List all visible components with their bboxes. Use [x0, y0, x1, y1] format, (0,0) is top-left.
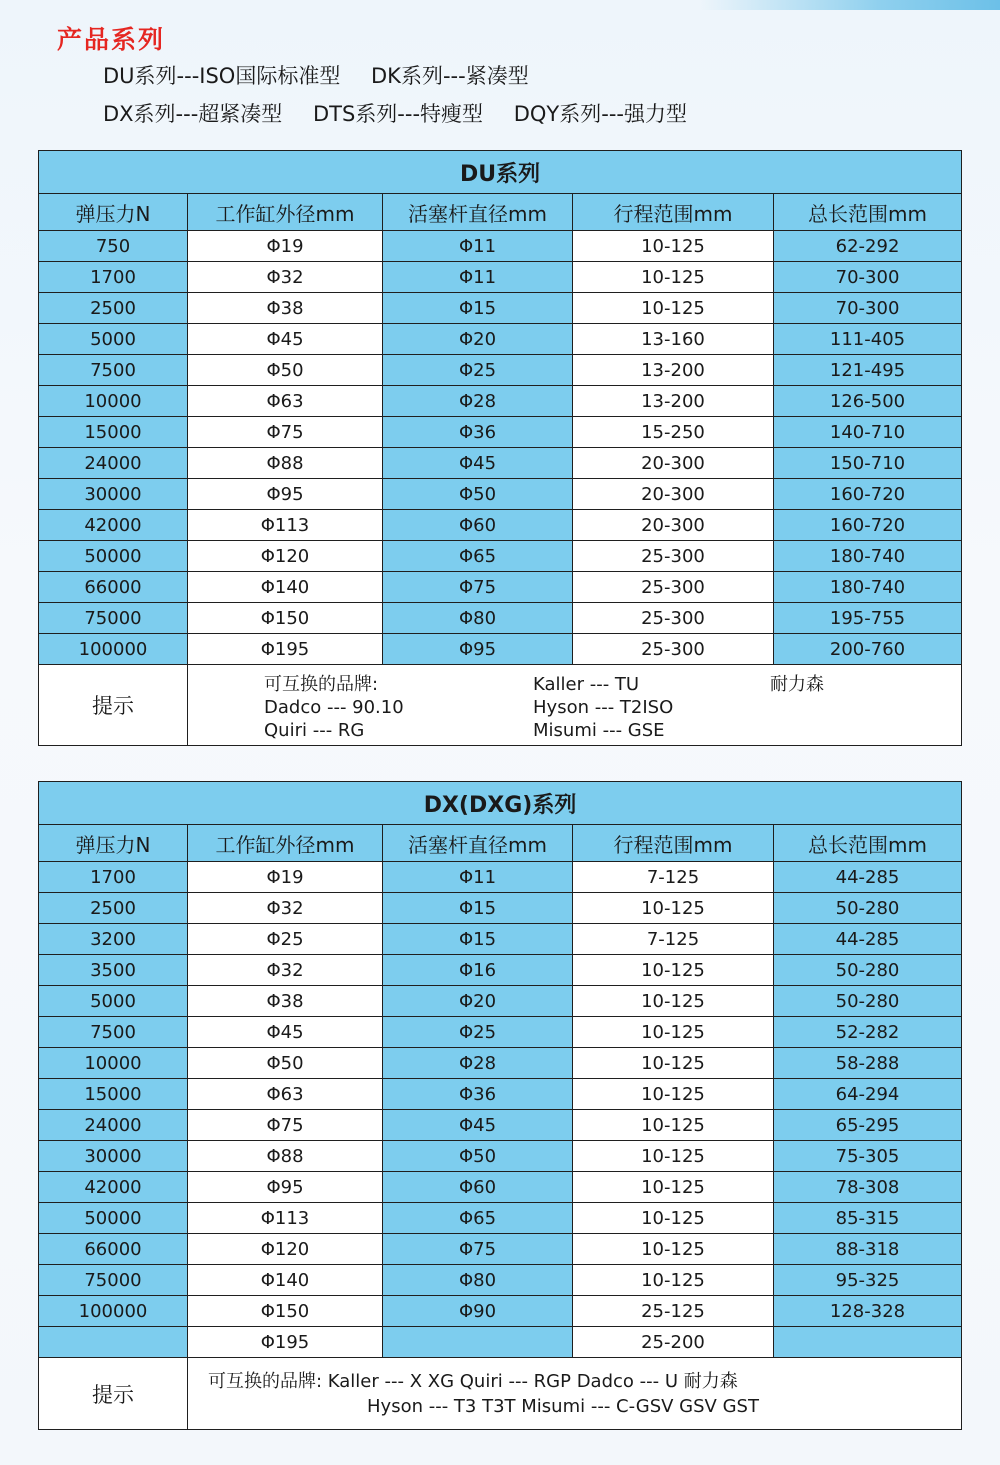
note-line: Hyson --- T2ISO	[533, 697, 674, 718]
note-line: Misumi --- GSE	[533, 720, 665, 741]
table-cell: Φ75	[383, 1234, 573, 1265]
table-cell: 85-315	[774, 1203, 962, 1234]
table-row	[39, 862, 962, 893]
table-cell: 20-300	[573, 448, 774, 479]
table-cell: Φ25	[383, 1017, 573, 1048]
table-cell: Φ90	[383, 1296, 573, 1327]
table-cell: Φ11	[383, 262, 573, 293]
note-label: 提示	[39, 665, 188, 746]
table-row	[39, 293, 962, 324]
table-cell: Φ195	[188, 634, 383, 665]
table-cell: Φ25	[188, 924, 383, 955]
table-cell: 10-125	[573, 1265, 774, 1296]
table-cell: 44-285	[774, 924, 962, 955]
table-row	[39, 1172, 962, 1203]
note-line: 可互换的品牌:	[264, 674, 379, 695]
interchangeable-brands-note	[188, 665, 962, 746]
table-cell: 50-280	[774, 893, 962, 924]
table-cell: 3200	[39, 924, 188, 955]
table-cell: 25-300	[573, 603, 774, 634]
table-cell: 50000	[39, 541, 188, 572]
table-cell: Φ63	[188, 1079, 383, 1110]
table-cell: Φ45	[188, 1017, 383, 1048]
series-item: DQY系列---强力型	[513, 102, 687, 126]
table-cell: 20-300	[573, 479, 774, 510]
table-cell: Φ28	[383, 386, 573, 417]
table-cell: 24000	[39, 1110, 188, 1141]
table-row	[39, 541, 962, 572]
table-cell: Φ32	[188, 893, 383, 924]
table-cell: Φ15	[383, 293, 573, 324]
table-cell: 10-125	[573, 1172, 774, 1203]
table-cell: 7-125	[573, 924, 774, 955]
table-cell: 64-294	[774, 1079, 962, 1110]
table-cell: Φ150	[188, 603, 383, 634]
table-cell: Φ38	[188, 986, 383, 1017]
table-cell: Φ88	[188, 1141, 383, 1172]
table-row	[39, 955, 962, 986]
table-cell: 58-288	[774, 1048, 962, 1079]
interchangeable-brands-note	[188, 1358, 962, 1430]
column-header: 活塞杆直径mm	[383, 825, 573, 862]
column-header: 工作缸外径mm	[188, 194, 383, 231]
note-line: Kaller --- TU	[533, 674, 640, 695]
table-cell: 88-318	[774, 1234, 962, 1265]
table-cell: 70-300	[774, 262, 962, 293]
table-cell: Φ45	[383, 1110, 573, 1141]
table-cell: 10000	[39, 1048, 188, 1079]
table-cell: 10-125	[573, 1079, 774, 1110]
table-row	[39, 1048, 962, 1079]
table-cell: Φ120	[188, 1234, 383, 1265]
table-cell: 750	[39, 231, 188, 262]
table-cell: Φ120	[188, 541, 383, 572]
table-cell: 200-760	[774, 634, 962, 665]
table-cell: 25-200	[573, 1327, 774, 1358]
column-header: 总长范围mm	[774, 825, 962, 862]
table-cell: Φ60	[383, 1172, 573, 1203]
table-cell: 1700	[39, 862, 188, 893]
table-row	[39, 448, 962, 479]
table-cell: 25-125	[573, 1296, 774, 1327]
table-row	[39, 572, 962, 603]
note-line: 耐力森	[770, 674, 824, 695]
table-row	[39, 262, 962, 293]
table-cell: 25-300	[573, 634, 774, 665]
table-cell: 10-125	[573, 1234, 774, 1265]
column-header: 弹压力N	[39, 825, 188, 862]
table-cell: 10-125	[573, 1203, 774, 1234]
table-cell: Φ38	[188, 293, 383, 324]
table-cell: Φ50	[188, 1048, 383, 1079]
table-cell: 95-325	[774, 1265, 962, 1296]
series-list-line-1	[103, 60, 553, 90]
table-cell: 50-280	[774, 955, 962, 986]
table-cell: 100000	[39, 634, 188, 665]
column-header: 工作缸外径mm	[188, 825, 383, 862]
table-cell: 50-280	[774, 986, 962, 1017]
note-line: Quiri --- RG	[264, 720, 365, 741]
table-cell: Φ15	[383, 893, 573, 924]
table-cell: 30000	[39, 1141, 188, 1172]
table-cell: 150-710	[774, 448, 962, 479]
table-cell: 100000	[39, 1296, 188, 1327]
table-row	[39, 1265, 962, 1296]
table-cell: 10-125	[573, 955, 774, 986]
table-row	[39, 893, 962, 924]
table-cell: Φ45	[188, 324, 383, 355]
table-cell: 10-125	[573, 231, 774, 262]
table-cell: 30000	[39, 479, 188, 510]
table-cell: 15000	[39, 1079, 188, 1110]
table-cell: 160-720	[774, 479, 962, 510]
table-cell: Φ195	[188, 1327, 383, 1358]
table-cell: 75000	[39, 603, 188, 634]
table-cell: 160-720	[774, 510, 962, 541]
table-cell: 111-405	[774, 324, 962, 355]
top-accent-bar	[700, 0, 1000, 10]
table-cell: Φ140	[188, 1265, 383, 1296]
column-header: 活塞杆直径mm	[383, 194, 573, 231]
dx-series-table	[38, 781, 962, 1430]
table-row	[39, 324, 962, 355]
table-cell: 13-160	[573, 324, 774, 355]
table-cell: 3500	[39, 955, 188, 986]
table-cell: 42000	[39, 510, 188, 541]
du-series-table	[38, 150, 962, 746]
table-cell: Φ28	[383, 1048, 573, 1079]
table-cell: 180-740	[774, 572, 962, 603]
table-row	[39, 510, 962, 541]
table-cell: Φ65	[383, 1203, 573, 1234]
note-line: 可互换的品牌: Kaller --- X XG Quiri --- RGP Dadco --- U 耐力森	[208, 1371, 738, 1392]
page-title: 产品系列	[57, 25, 166, 54]
note-column	[264, 673, 404, 742]
table-cell: 44-285	[774, 862, 962, 893]
table-cell: 75-305	[774, 1141, 962, 1172]
table-cell: Φ95	[188, 479, 383, 510]
table-cell: Φ75	[188, 417, 383, 448]
table-row	[39, 1296, 962, 1327]
table-cell: Φ88	[188, 448, 383, 479]
table-cell: Φ75	[383, 572, 573, 603]
table-cell: 121-495	[774, 355, 962, 386]
note-label: 提示	[39, 1358, 188, 1430]
table-cell: Φ36	[383, 417, 573, 448]
table-cell: 65-295	[774, 1110, 962, 1141]
table-cell	[774, 1327, 962, 1358]
table-cell: 42000	[39, 1172, 188, 1203]
series-item: DTS系列---特瘦型	[312, 102, 484, 126]
table-cell: Φ50	[383, 1141, 573, 1172]
table-row	[39, 1141, 962, 1172]
series-item: DK系列---紧凑型	[371, 64, 529, 88]
note-line: Hyson --- T3 T3T Misumi --- C-GSV GSV GST	[367, 1396, 759, 1417]
table-title: DX(DXG)系列	[39, 782, 962, 825]
table-cell: 10-125	[573, 1048, 774, 1079]
table-cell: 7-125	[573, 862, 774, 893]
column-header: 行程范围mm	[573, 194, 774, 231]
table-cell: Φ36	[383, 1079, 573, 1110]
table-row	[39, 479, 962, 510]
table-cell: 5000	[39, 324, 188, 355]
table-row	[39, 355, 962, 386]
table-cell: Φ16	[383, 955, 573, 986]
table-cell: 13-200	[573, 386, 774, 417]
table-cell: Φ95	[188, 1172, 383, 1203]
table-cell: 75000	[39, 1265, 188, 1296]
table-cell: 7500	[39, 355, 188, 386]
table-cell: Φ19	[188, 231, 383, 262]
table-cell: Φ50	[188, 355, 383, 386]
column-header: 行程范围mm	[573, 825, 774, 862]
table-cell: Φ11	[383, 862, 573, 893]
table-row	[39, 1017, 962, 1048]
table-cell: Φ140	[188, 572, 383, 603]
table-cell: 20-300	[573, 510, 774, 541]
table-row	[39, 1234, 962, 1265]
table-cell: 66000	[39, 1234, 188, 1265]
column-header: 总长范围mm	[774, 194, 962, 231]
table-cell: 50000	[39, 1203, 188, 1234]
table-cell: 24000	[39, 448, 188, 479]
table-title: DU系列	[39, 151, 962, 194]
table-cell: 13-200	[573, 355, 774, 386]
note-column	[533, 673, 673, 742]
table-cell: 15-250	[573, 417, 774, 448]
table-cell: 52-282	[774, 1017, 962, 1048]
table-cell: 25-300	[573, 572, 774, 603]
table-cell: 66000	[39, 572, 188, 603]
table-cell: 1700	[39, 262, 188, 293]
table-cell: Φ20	[383, 986, 573, 1017]
series-item: DX系列---超紧凑型	[103, 102, 283, 126]
table-header-row	[39, 825, 962, 862]
table-cell: 140-710	[774, 417, 962, 448]
table-row	[39, 1203, 962, 1234]
note-column	[770, 673, 824, 696]
table-cell: 10-125	[573, 1141, 774, 1172]
table-cell: 10-125	[573, 1110, 774, 1141]
table-cell: Φ63	[188, 386, 383, 417]
table-row	[39, 924, 962, 955]
table-row	[39, 1327, 962, 1358]
table-cell: 180-740	[774, 541, 962, 572]
table-cell: 126-500	[774, 386, 962, 417]
table-cell: 10-125	[573, 986, 774, 1017]
table-cell: Φ80	[383, 603, 573, 634]
table-cell: Φ19	[188, 862, 383, 893]
table-row	[39, 634, 962, 665]
table-cell: 195-755	[774, 603, 962, 634]
table-cell: 10-125	[573, 293, 774, 324]
table-cell: Φ15	[383, 924, 573, 955]
table-cell: 62-292	[774, 231, 962, 262]
table-cell: 15000	[39, 417, 188, 448]
table-cell: Φ45	[383, 448, 573, 479]
table-cell: Φ20	[383, 324, 573, 355]
table-cell: Φ60	[383, 510, 573, 541]
table-row	[39, 417, 962, 448]
table-cell: 10000	[39, 386, 188, 417]
table-cell: Φ50	[383, 479, 573, 510]
table-cell: Φ32	[188, 955, 383, 986]
table-cell: Φ95	[383, 634, 573, 665]
table-cell	[39, 1327, 188, 1358]
table-cell: Φ150	[188, 1296, 383, 1327]
table-cell: Φ113	[188, 510, 383, 541]
table-cell: 78-308	[774, 1172, 962, 1203]
table-cell: 7500	[39, 1017, 188, 1048]
table-cell: 70-300	[774, 293, 962, 324]
table-cell: Φ11	[383, 231, 573, 262]
table-cell: Φ32	[188, 262, 383, 293]
table-cell: 2500	[39, 293, 188, 324]
note-line: Dadco --- 90.10	[264, 697, 404, 718]
table-row	[39, 231, 962, 262]
table-cell: 5000	[39, 986, 188, 1017]
table-row	[39, 1079, 962, 1110]
table-row	[39, 1110, 962, 1141]
table-cell: 2500	[39, 893, 188, 924]
table-row	[39, 386, 962, 417]
column-header: 弹压力N	[39, 194, 188, 231]
table-cell: 10-125	[573, 1017, 774, 1048]
table-cell: Φ75	[188, 1110, 383, 1141]
table-cell: Φ113	[188, 1203, 383, 1234]
table-cell: Φ65	[383, 541, 573, 572]
table-cell: 10-125	[573, 893, 774, 924]
table-row	[39, 603, 962, 634]
table-row	[39, 986, 962, 1017]
table-cell: 25-300	[573, 541, 774, 572]
table-cell: Φ80	[383, 1265, 573, 1296]
table-cell: 128-328	[774, 1296, 962, 1327]
table-header-row	[39, 194, 962, 231]
table-cell: Φ25	[383, 355, 573, 386]
series-list-line-2	[103, 98, 711, 128]
table-cell	[383, 1327, 573, 1358]
table-cell: 10-125	[573, 262, 774, 293]
series-item: DU系列---ISO国际标准型	[103, 64, 341, 88]
